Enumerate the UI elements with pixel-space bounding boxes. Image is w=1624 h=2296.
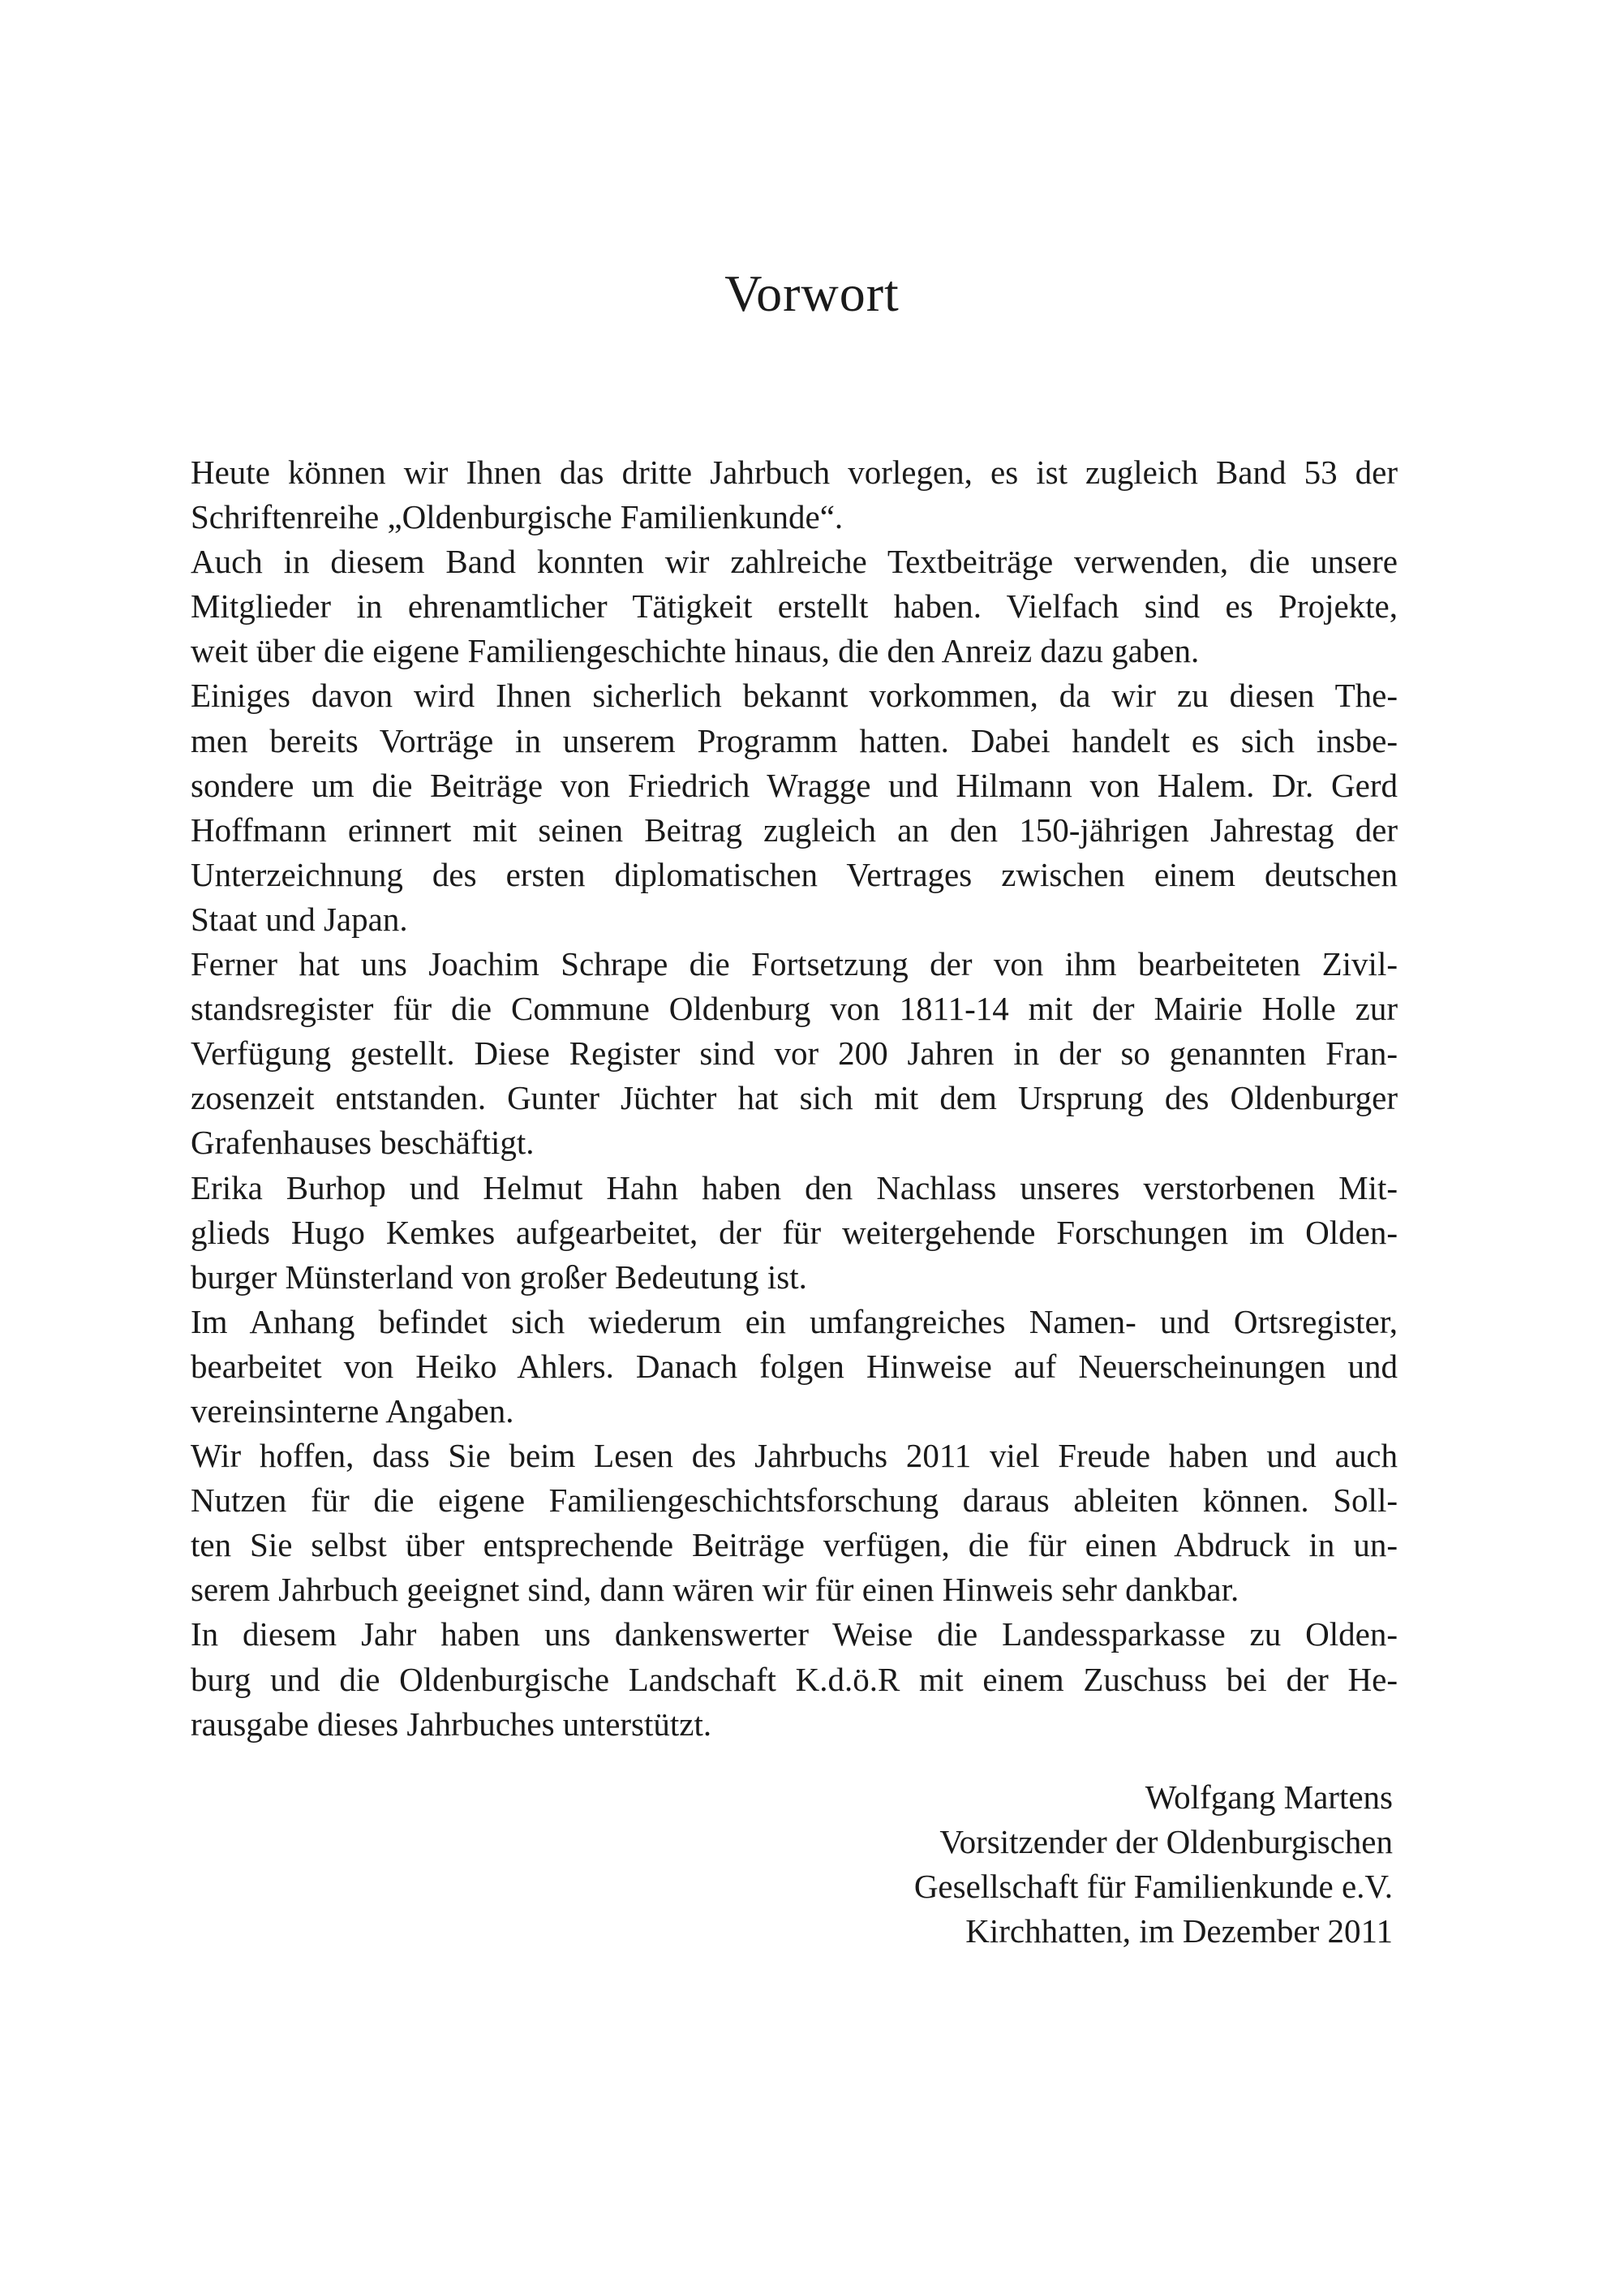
body-line: zosenzeit entstanden. Gunter Jüchter hat sich mit dem Ursprung des Oldenburger — [191, 1079, 1398, 1117]
body-line: Heute können wir Ihnen das dritte Jahrbuch vorlegen, es ist zugleich Band 53 der — [191, 454, 1398, 491]
body-line: Unterzeichnung des ersten diplomatischen Vertrages zwischen einem deutschen — [191, 855, 1398, 893]
signature-name: Wolfgang Martens — [1145, 1778, 1393, 1816]
body-line: Mitglieder in ehrenamtlicher Tätigkeit erstellt haben. Vielfach sind es Projekte, — [191, 587, 1398, 626]
body-line: Im Anhang befindet sich wiederum ein umfangreiches Namen- und Ortsregister, — [191, 1302, 1398, 1340]
signature-role-line-2: Gesellschaft für Familienkunde e.V. — [913, 1868, 1393, 1905]
body-line: Schriftenreihe „Oldenburgische Familienkunde“. — [191, 498, 844, 536]
body-line: Hoffmann erinnert mit seinen Beitrag zugleich an den 150-jährigen Jahrestag der — [191, 810, 1398, 849]
body-line: Grafenhauses beschäftigt. — [191, 1124, 535, 1162]
signature-role-line-1: Vorsitzender der Oldenburgischen — [939, 1823, 1393, 1860]
body-line: sondere um die Beiträge von Friedrich Wragge und Hilmann von Halem. Dr. Gerd — [191, 766, 1398, 804]
body-line: ten Sie selbst über entsprechende Beiträge verfügen, die für einen Abdruck in un- — [191, 1526, 1398, 1564]
body-line: Auch in diesem Band konnten wir zahlreiche Textbeiträge verwenden, die unsere — [191, 543, 1398, 581]
body-line: burger Münsterland von großer Bedeutung ist. — [191, 1258, 807, 1296]
signature-block — [663, 1775, 1393, 1954]
signature-place-date: Kirchhatten, im Dezember 2011 — [965, 1912, 1393, 1950]
body-line: Nutzen für die eigene Familiengeschichtsforschung daraus ableiten können. Soll- — [191, 1481, 1398, 1520]
body-line: Staat und Japan. — [191, 900, 408, 938]
body-line: Wir hoffen, dass Sie beim Lesen des Jahrbuchs 2011 viel Freude haben und auch — [191, 1437, 1398, 1475]
body-line: vereinsinterne Angaben. — [191, 1391, 514, 1430]
body-line: burg und die Oldenburgische Landschaft K.d.ö.R mit einem Zuschuss bei der He- — [191, 1660, 1398, 1698]
body-line: bearbeitet von Heiko Ahlers. Danach folgen Hinweise auf Neuerscheinungen und — [191, 1347, 1398, 1385]
body-line: Einiges davon wird Ihnen sicherlich bekannt vorkommen, da wir zu diesen The- — [191, 677, 1398, 715]
body-text — [191, 450, 1398, 1747]
body-line: weit über die eigene Familiengeschichte hinaus, die den Anreiz dazu gaben. — [191, 632, 1200, 670]
body-line: Verfügung gestellt. Diese Register sind vor 200 Jahren in der so genannten Fran- — [191, 1034, 1398, 1073]
body-line: glieds Hugo Kemkes aufgearbeitet, der für weitergehende Forschungen im Olden- — [191, 1213, 1398, 1251]
body-line: serem Jahrbuch geeignet sind, dann wären wir für einen Hinweis sehr dankbar. — [191, 1571, 1239, 1609]
body-line: standsregister für die Commune Oldenburg von 1811-14 mit der Mairie Holle zur — [191, 990, 1398, 1028]
body-line: In diesem Jahr haben uns dankenswerter Weise die Landessparkasse zu Olden- — [191, 1615, 1398, 1653]
body-line: rausgabe dieses Jahrbuches unterstützt. — [191, 1705, 712, 1743]
body-line: Ferner hat uns Joachim Schrape die Fortsetzung der von ihm bearbeiteten Zivil- — [191, 945, 1398, 983]
page-title: Vorwort — [724, 264, 900, 322]
body-line: men bereits Vorträge in unserem Programm hatten. Dabei handelt es sich insbe- — [191, 721, 1398, 759]
body-line: Erika Burhop und Helmut Hahn haben den Nachlass unseres verstorbenen Mit- — [191, 1168, 1398, 1206]
